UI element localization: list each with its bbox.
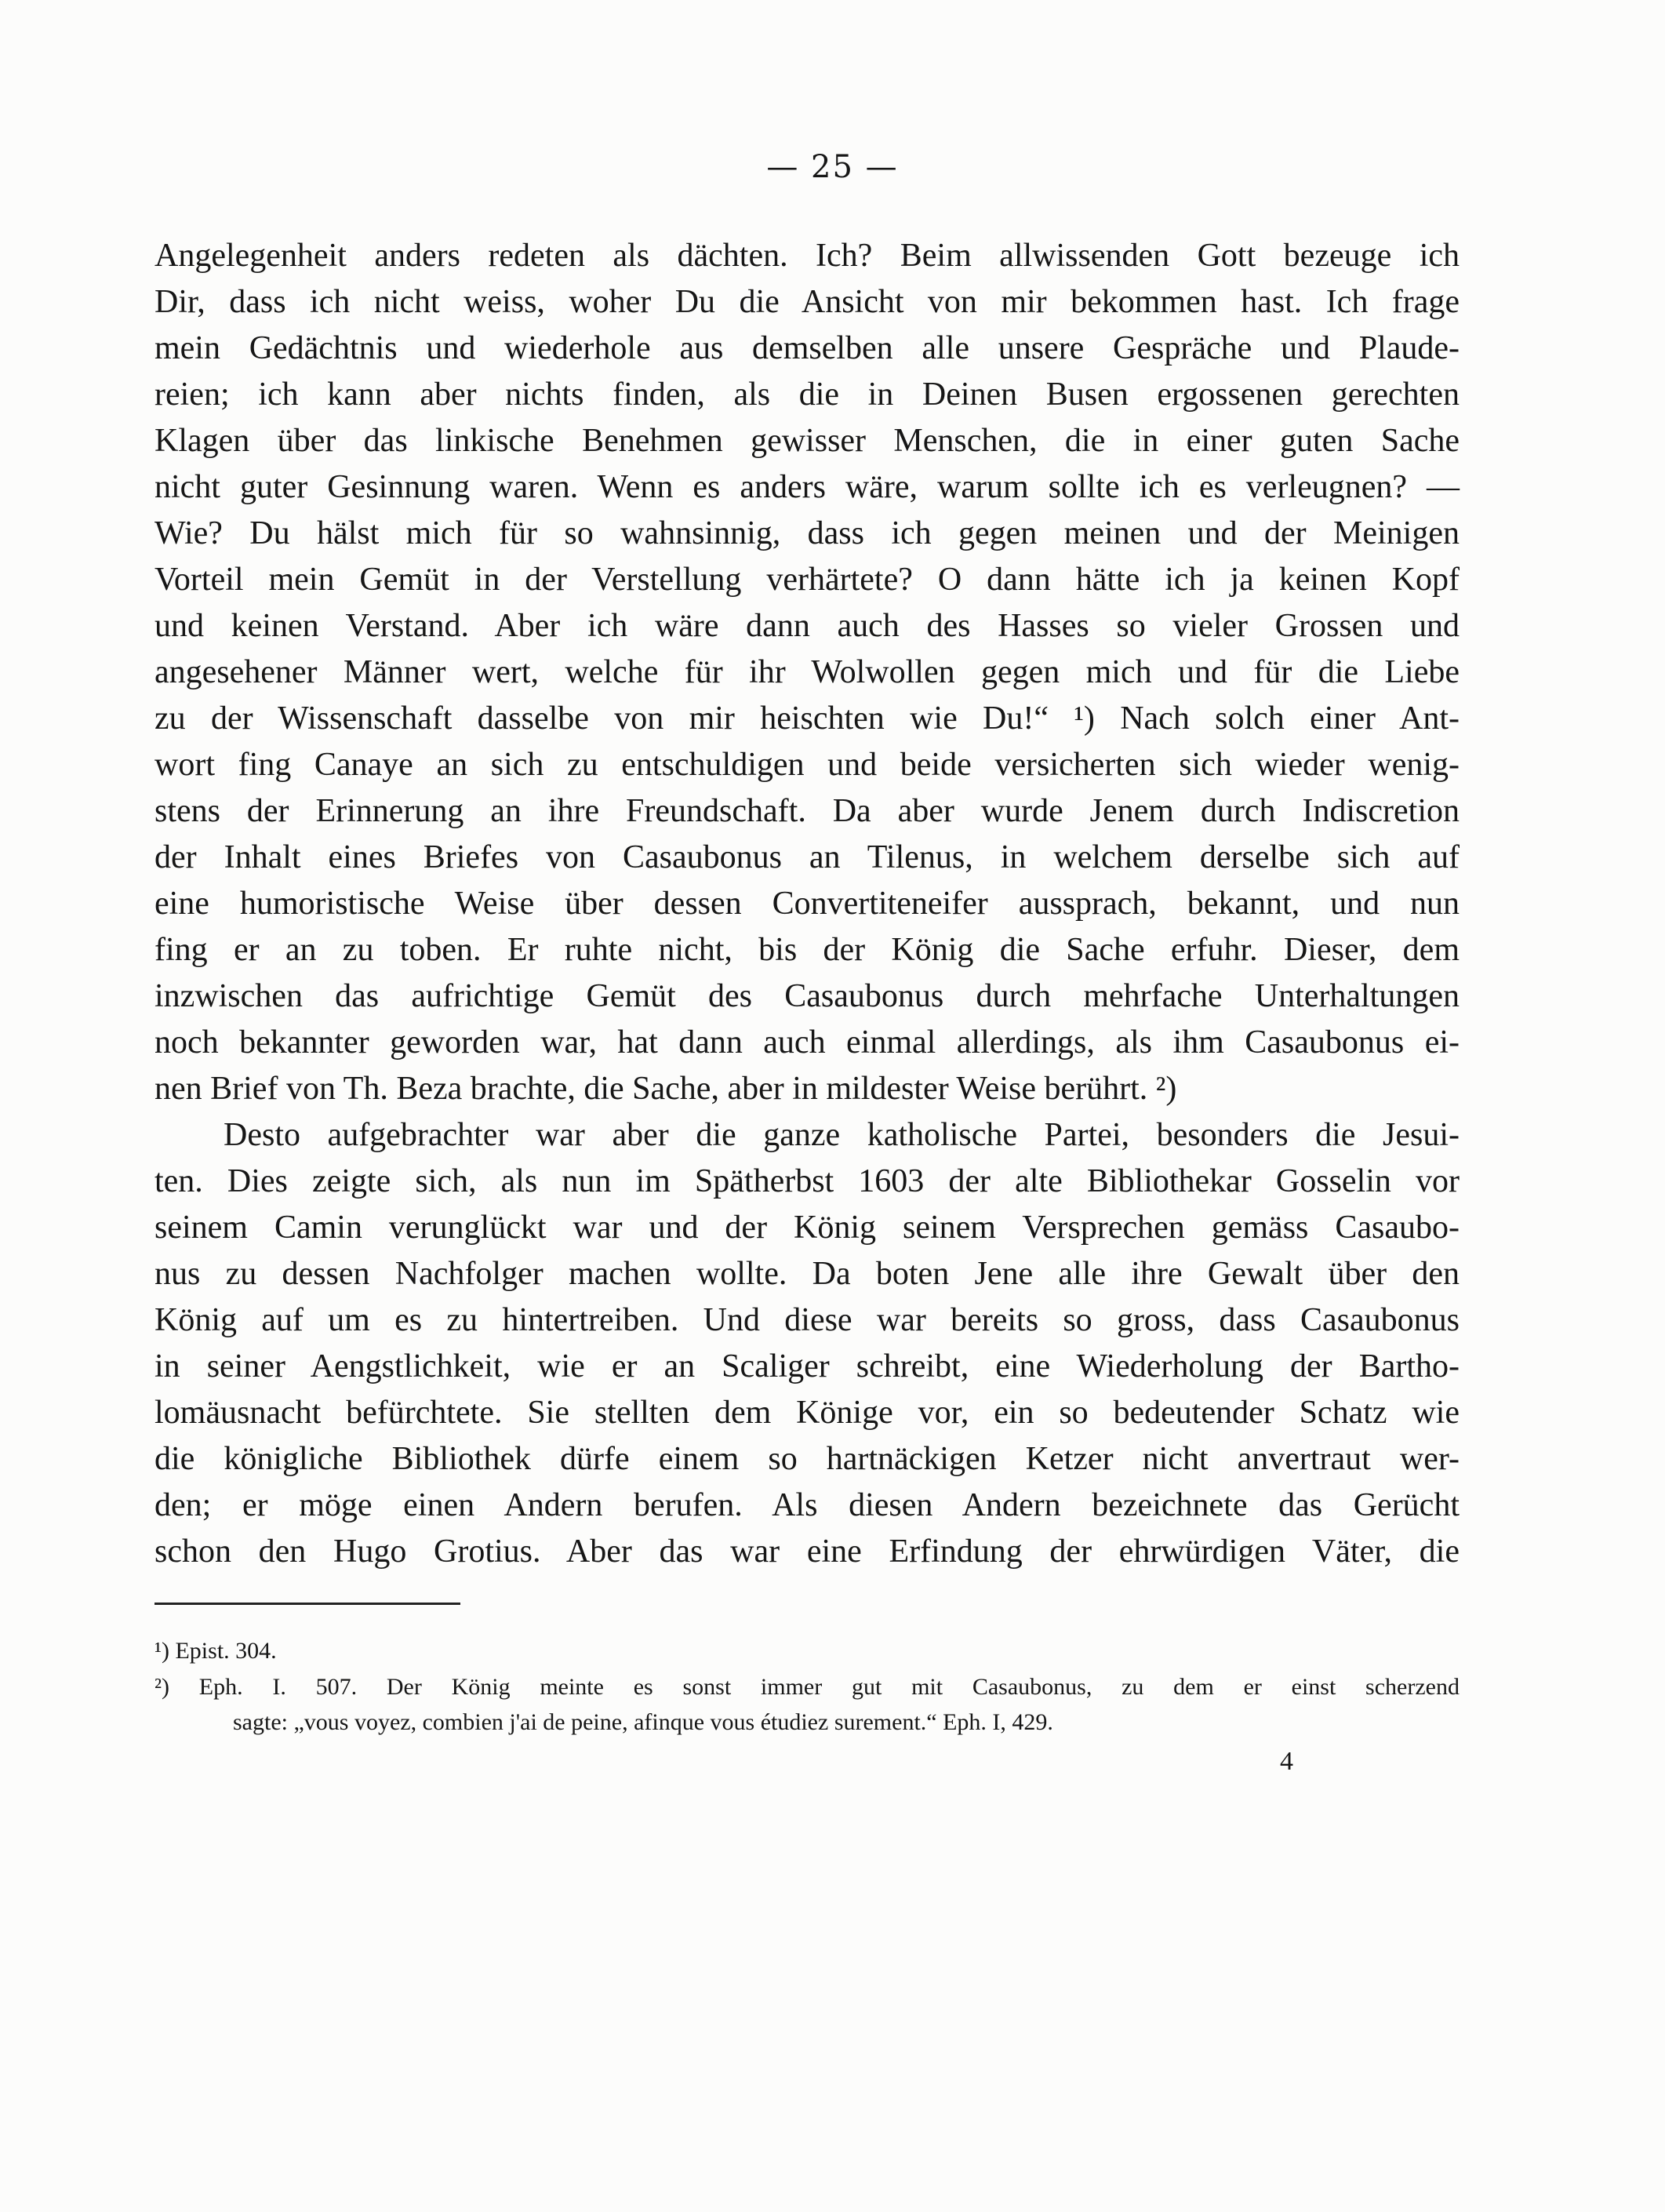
- body-line: nus zu dessen Nachfolger machen wollte. Da boten Jene alle ihre Gewalt über den: [155, 1256, 1460, 1292]
- body-line: nicht guter Gesinnung waren. Wenn es anders wäre, warum sollte ich es verleugnen? —: [155, 469, 1460, 505]
- body-line: stens der Erinnerung an ihre Freundschaft. Da aber wurde Jenem durch Indiscretion: [155, 793, 1460, 829]
- body-line: mein Gedächtnis und wiederhole aus demselben alle unsere Gespräche und Plaude-: [155, 330, 1460, 366]
- body-line: wort fing Canaye an sich zu entschuldigen und beide versicherten sich wieder wenig-: [155, 747, 1460, 783]
- body-line: Wie? Du hälst mich für so wahnsinnig, dass ich gegen meinen und der Meinigen: [155, 515, 1460, 551]
- body-line: Angelegenheit anders redeten als dächten. Ich? Beim allwissenden Gott bezeuge ich: [155, 238, 1460, 274]
- body-line: reien; ich kann aber nichts finden, als die in Deinen Busen ergossenen gerechten: [155, 377, 1460, 413]
- footnote-2-line-2: sagte: „vous voyez, combien j'ai de peine, afinque vous étudiez surement.“ Eph. I, 429.: [233, 1709, 1053, 1735]
- footnote-2-line-1: ²) Eph. I. 507. Der König meinte es sonst immer gut mit Casaubonus, zu dem er einst scherzend: [155, 1674, 1460, 1700]
- page-number: — 25 —: [766, 149, 899, 185]
- body-line: nen Brief von Th. Beza brachte, die Sache, aber in mildester Weise berührt. ²): [155, 1071, 1177, 1107]
- body-line: die königliche Bibliothek dürfe einem so hartnäckigen Ketzer nicht anvertraut wer-: [155, 1441, 1460, 1477]
- body-line: angesehener Männer wert, welche für ihr Wolwollen gegen mich und für die Liebe: [155, 654, 1460, 690]
- body-line: lomäusnacht befürchtete. Sie stellten dem Könige vor, ein so bedeutender Schatz wie: [155, 1395, 1460, 1431]
- body-line: Vorteil mein Gemüt in der Verstellung verhärtete? O dann hätte ich ja keinen Kopf: [155, 562, 1460, 598]
- body-line: Klagen über das linkische Benehmen gewisser Menschen, die in einer guten Sache: [155, 423, 1460, 459]
- body-line: schon den Hugo Grotius. Aber das war eine Erfindung der ehrwürdigen Väter, die: [155, 1533, 1460, 1570]
- body-line: in seiner Aengstlichkeit, wie er an Scaliger schreibt, eine Wiederholung der Bartho-: [155, 1348, 1460, 1384]
- footnote-rule: [155, 1603, 460, 1605]
- body-line: zu der Wissenschaft dasselbe von mir heischten wie Du!“ ¹) Nach solch einer Ant-: [155, 700, 1460, 737]
- signature-mark: 4: [1280, 1747, 1293, 1776]
- body-line: König auf um es zu hintertreiben. Und diese war bereits so gross, dass Casaubonus: [155, 1302, 1460, 1338]
- body-line: der Inhalt eines Briefes von Casaubonus an Tilenus, in welchem derselbe sich auf: [155, 839, 1460, 875]
- body-line: Desto aufgebrachter war aber die ganze katholische Partei, besonders die Jesui-: [224, 1117, 1460, 1153]
- body-line: ten. Dies zeigte sich, als nun im Spätherbst 1603 der alte Bibliothekar Gosselin vor: [155, 1163, 1460, 1199]
- body-line: noch bekannter geworden war, hat dann auch einmal allerdings, als ihm Casaubonus ei-: [155, 1024, 1460, 1061]
- body-line: fing er an zu toben. Er ruhte nicht, bis der König die Sache erfuhr. Dieser, dem: [155, 932, 1460, 968]
- body-line: Dir, dass ich nicht weiss, woher Du die Ansicht von mir bekommen hast. Ich frage: [155, 284, 1460, 320]
- body-line: seinem Camin verunglückt war und der König seinem Versprechen gemäss Casaubo-: [155, 1210, 1460, 1246]
- footnote-1: ¹) Epist. 304.: [155, 1638, 277, 1664]
- body-line: eine humoristische Weise über dessen Convertiteneifer aussprach, bekannt, und nun: [155, 886, 1460, 922]
- body-line: den; er möge einen Andern berufen. Als diesen Andern bezeichnete das Gerücht: [155, 1487, 1460, 1523]
- body-line: inzwischen das aufrichtige Gemüt des Casaubonus durch mehrfache Unterhaltungen: [155, 978, 1460, 1014]
- body-line: und keinen Verstand. Aber ich wäre dann auch des Hasses so vieler Grossen und: [155, 608, 1460, 644]
